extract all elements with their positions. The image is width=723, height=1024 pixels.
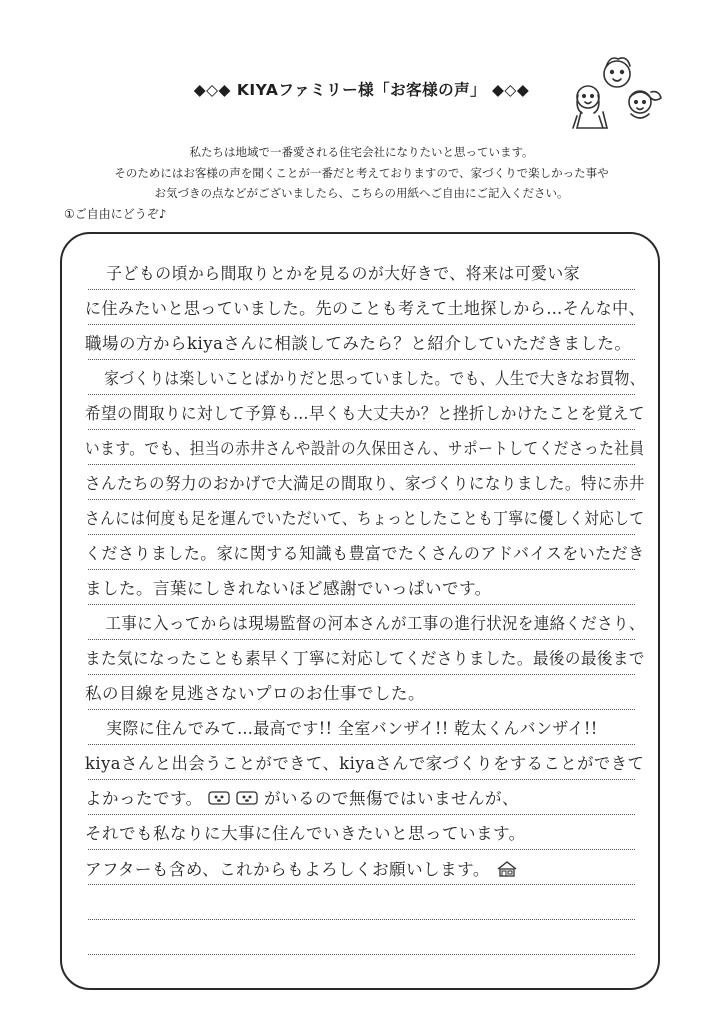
ruled-line xyxy=(88,359,635,360)
dog-face-icon xyxy=(236,791,258,805)
ruled-line xyxy=(88,429,635,430)
ruled-line xyxy=(88,674,635,675)
handwritten-line: kiyaさんと出会うことができて、kiyaさんで家づくりをすることができて xyxy=(85,754,645,773)
handwritten-fragment: アフターも含め、これからもよろしくお願いします。 xyxy=(85,860,490,879)
page-title: KIYAファミリー様「お客様の声」 xyxy=(236,81,487,99)
intro-line: 私たちは地域で一番愛される住宅会社になりたいと思っています。 xyxy=(189,145,534,159)
ruled-line xyxy=(88,394,635,395)
family-illustration xyxy=(565,52,665,132)
ruled-line xyxy=(88,569,635,570)
handwritten-line: 私の目線を見逃さないプロのお仕事でした。 xyxy=(85,684,425,703)
ruled-line xyxy=(88,814,635,815)
handwritten-line: 子どもの頃から間取りとかを見るのが大好きで、将来は可愛い家 xyxy=(106,264,581,283)
ruled-line xyxy=(88,849,635,850)
ruled-line xyxy=(88,954,635,955)
handwritten-line: また気になったことも素早く丁寧に対応してくださりました。最後の最後まで xyxy=(85,649,645,668)
ruled-line xyxy=(88,464,635,465)
handwritten-line: 実際に住んでみて…最高です!! 全室バンザイ!! 乾太くんバンザイ!! xyxy=(106,719,598,738)
handwritten-line: います。でも、担当の赤井さんや設計の久保田さん、サポートしてくださった社員 xyxy=(85,439,645,458)
handwritten-line: 希望の間取りに対して予算も…早くも大丈夫か？と挫折しかけたことを覚えて xyxy=(85,404,645,423)
handwritten-line: 工事に入ってからは現場監督の河本さんが工事の進行状況を連絡くださり、 xyxy=(105,614,645,633)
ruled-line xyxy=(88,499,635,500)
ruled-line xyxy=(88,534,635,535)
ruled-line xyxy=(88,779,635,780)
ruled-line xyxy=(88,324,635,325)
ruled-line xyxy=(88,639,635,640)
intro-text xyxy=(0,142,723,204)
intro-line: そのためにはお客様の声を聞くことが一番だと考えておりますので、家づくりで楽しかった事や xyxy=(114,165,609,180)
handwritten-line: 家づくりは楽しいことばかりだと思っていました。でも、人生で大きなお買物、 xyxy=(104,369,645,388)
handwritten-fragment: よかったです。 xyxy=(85,789,203,808)
handwritten-line: さんには何度も足を運んでいただいて、ちょっとしたことも丁寧に優しく対応して xyxy=(85,509,645,528)
handwritten-line: に住みたいと思っていました。先のことも考えて土地探しから…そんな中、 xyxy=(85,299,646,318)
title-deco-left: ◆◇◆ xyxy=(193,81,231,99)
ruled-line xyxy=(88,709,635,710)
ruled-line xyxy=(88,289,635,290)
handwritten-line xyxy=(85,791,645,808)
intro-line: お気づきの点などがございましたら、こちらの用紙へご自由にご記入ください。 xyxy=(154,186,569,200)
house-icon xyxy=(496,861,518,877)
ruled-line xyxy=(88,744,635,745)
handwritten-fragment: がいるので無傷ではいませんが、 xyxy=(263,789,519,808)
handwritten-line: ました。言葉にしきれないほど感謝でいっぱいです。 xyxy=(85,579,492,598)
ruled-line xyxy=(88,604,635,605)
handwritten-line: 職場の方からkiyaさんに相談してみたら？と紹介していただきました。 xyxy=(85,334,632,353)
ruled-line xyxy=(88,884,635,885)
handwritten-line xyxy=(85,861,645,879)
handwritten-line: くださりました。家に関する知識も豊富でたくさんのアドバイスをいただき xyxy=(85,544,645,563)
ruled-line xyxy=(88,919,635,920)
handwritten-line: さんたちの努力のおかげで大満足の間取り、家づくりになりました。特に赤井 xyxy=(85,474,645,493)
title-deco-right: ◆◇◆ xyxy=(492,81,530,99)
dog-face-icon xyxy=(208,791,230,805)
free-comment-prompt: ①ご自由にどうぞ♪ xyxy=(64,207,167,221)
handwritten-line: それでも私なりに大事に住んでいきたいと思っています。 xyxy=(85,824,526,843)
